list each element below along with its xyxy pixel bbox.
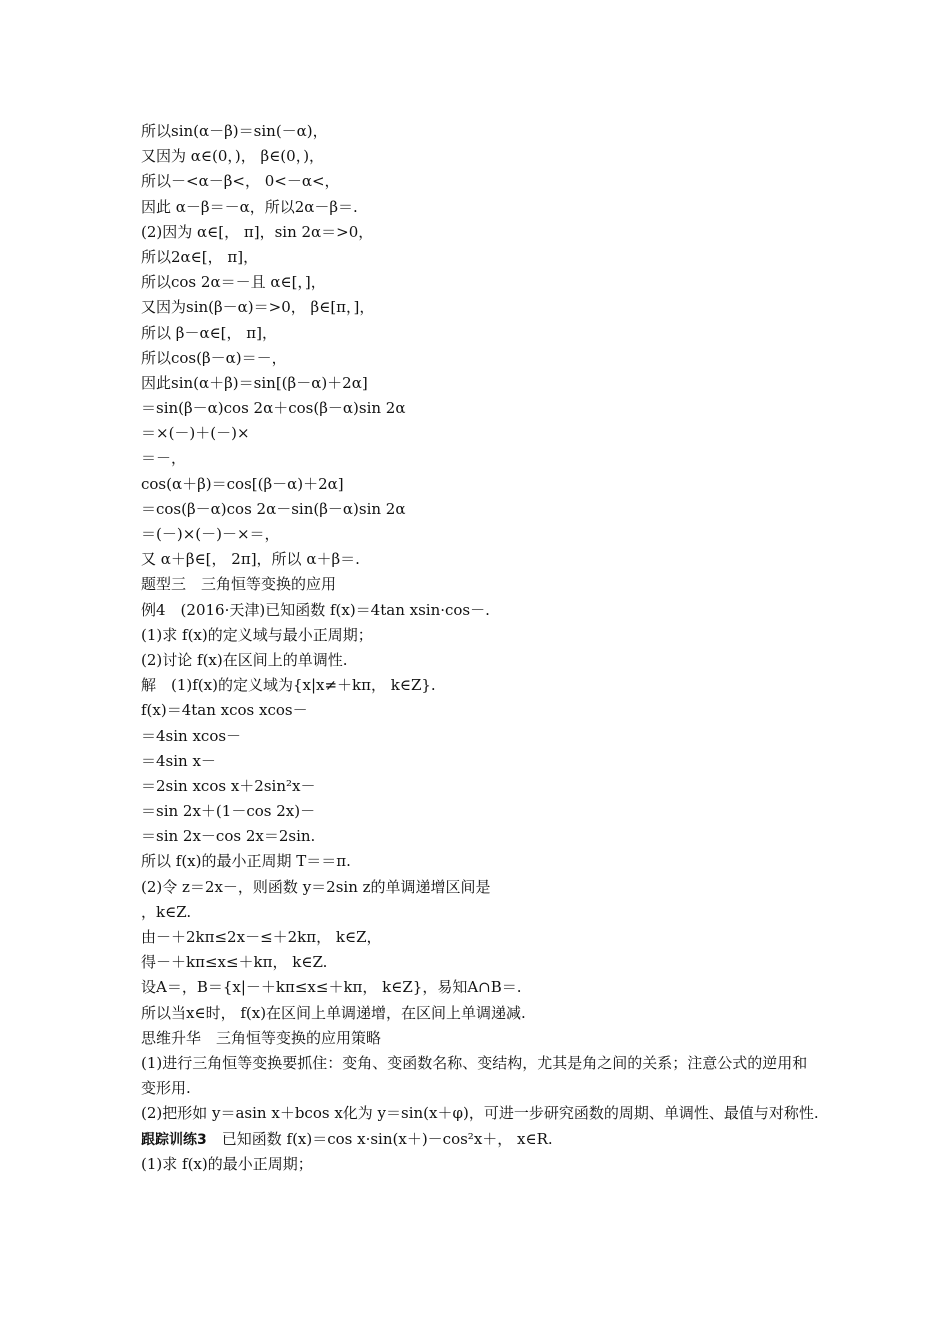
text-line: 所以sin(α－β)＝sin(－α)，: [141, 122, 328, 140]
text-line: 所以－<α－β<， 0<－α<，: [141, 172, 340, 191]
text-line: 又 α＋β∈[， 2π]，所以 α＋β＝.: [141, 550, 360, 569]
text-line: 所以2α∈[， π]，: [141, 247, 259, 266]
text-line: (1)求 f(x)的定义域与最小正周期；: [141, 625, 373, 644]
section-heading: 题型三 三角恒等变换的应用: [141, 575, 337, 594]
solution-start: 解 (1)f(x)的定义域为{x|x≠＋kπ， k∈Z}.: [141, 676, 436, 695]
section-heading: 思维升华 三角恒等变换的应用策略: [141, 1028, 382, 1047]
text-line: (2)因为 α∈[， π]，sin 2α＝>0，: [141, 222, 374, 241]
text-line: 得－＋kπ≤x≤＋kπ， k∈Z.: [141, 953, 328, 972]
text-line: (1)求 f(x)的最小正周期；: [141, 1154, 313, 1173]
text-line: ＝4sin x－: [141, 751, 216, 770]
training-tag: 跟踪训练3: [141, 1131, 207, 1148]
text-line: cos(α＋β)＝cos[(β－α)＋2α]: [141, 474, 344, 493]
text-line: 所以 β－α∈[， π]，: [141, 323, 278, 342]
document-body: [141, 119, 821, 1177]
text-line: ，k∈Z.: [141, 902, 192, 921]
text-line: 又因为 α∈(0，)， β∈(0，)，: [141, 147, 325, 166]
text-line: 因此 α－β＝－α，所以2α－β＝.: [141, 197, 358, 216]
training-line: [141, 1127, 821, 1152]
text-line: f(x)＝4tan xcos xcos－: [141, 701, 308, 720]
text-line: 所以cos 2α＝－且 α∈[，]，: [141, 273, 326, 292]
text-line: 因此sin(α＋β)＝sin[(β－α)＋2α]: [141, 373, 368, 392]
text-line: ＝－，: [141, 449, 187, 468]
text-line: (2)讨论 f(x)在区间上的单调性.: [141, 650, 348, 669]
text-line: ＝2sin xcos x＋2sin²x－: [141, 776, 316, 795]
example-statement: 例4 (2016·天津)已知函数 f(x)＝4tan xsin·cos－.: [141, 600, 490, 619]
text-line: 设A＝，B＝{x|－＋kπ≤x≤＋kπ， k∈Z}，易知A∩B＝.: [141, 978, 522, 997]
strategy-paragraph: (2)把形如 y＝asin x＋bcos x化为 y＝sin(x＋φ)，可进一步研究函数的周期、单调性、最值与对称性.: [141, 1104, 819, 1123]
text-line: ＝×(－)＋(－)×: [141, 424, 250, 443]
text-line: 所以cos(β－α)＝－，: [141, 348, 287, 367]
text-line: ＝4sin xcos－: [141, 726, 242, 745]
text-line: ＝(－)×(－)－×＝，: [141, 525, 280, 543]
text-line: 所以 f(x)的最小正周期 T＝＝π.: [141, 852, 351, 871]
text-line: 所以当x∈时， f(x)在区间上单调递增，在区间上单调递减.: [141, 1003, 526, 1022]
text-line: ＝sin(β－α)cos 2α＋cos(β－α)sin 2α: [141, 399, 406, 418]
text-line: (2)令 z＝2x－，则函数 y＝2sin z的单调递增区间是: [141, 877, 491, 896]
text-line: 由－＋2kπ≤2x－≤＋2kπ， k∈Z，: [141, 928, 382, 946]
text-line: ＝cos(β－α)cos 2α－sin(β－α)sin 2α: [141, 499, 406, 518]
training-text: 已知函数 f(x)＝cos x·sin(x＋)－cos²x＋， x∈R.: [206, 1129, 553, 1148]
text-line: 又因为sin(β－α)＝>0， β∈[π，]，: [141, 298, 375, 317]
text-line: ＝sin 2x－cos 2x＝2sin.: [141, 827, 316, 846]
text-line: ＝sin 2x＋(1－cos 2x)－: [141, 802, 316, 821]
strategy-paragraph: (1)进行三角恒等变换要抓住：变角、变函数名称、变结构，尤其是角之间的关系；注意公式的逆用和变形用.: [141, 1053, 808, 1098]
